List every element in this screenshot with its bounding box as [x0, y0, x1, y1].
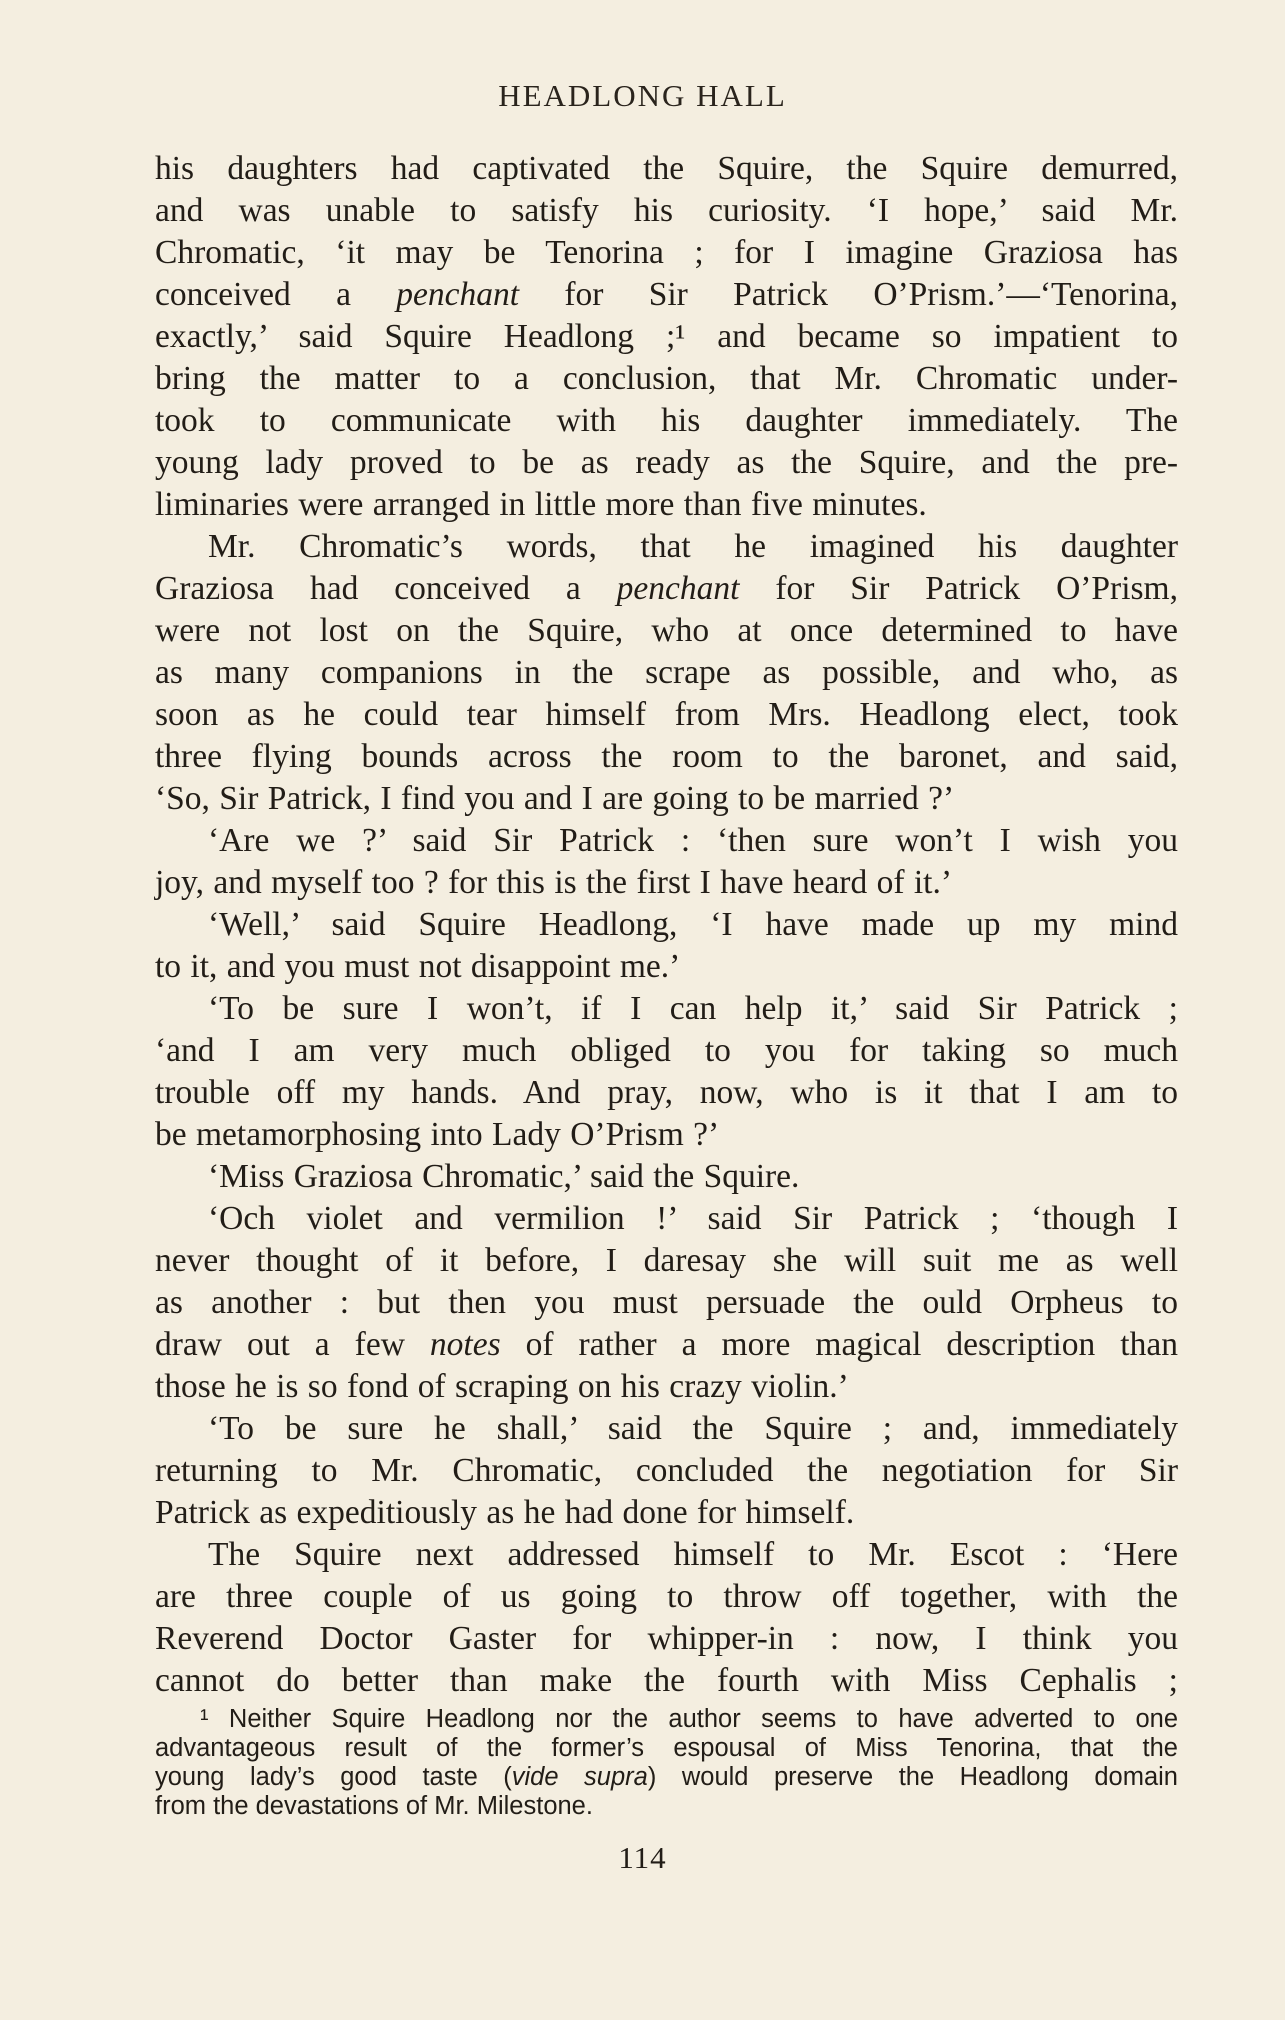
text-line: as many companions in the scrape as possible, and who, as	[155, 654, 1178, 691]
text-line: three flying bounds across the room to the baronet, and said,	[155, 738, 1178, 775]
text-line: Graziosa had conceived a penchant for Sir Patrick O’Prism,	[155, 570, 1178, 607]
footnote-line: from the devastations of Mr. Milestone.	[155, 1792, 593, 1820]
text-line: draw out a few notes of rather a more magical description than	[155, 1326, 1178, 1363]
text-line: joy, and myself too ? for this is the first I have heard of it.’	[155, 864, 953, 901]
running-head: HEADLONG HALL	[498, 78, 787, 113]
body-text	[155, 148, 1178, 1702]
text-line: to it, and you must not disappoint me.’	[155, 948, 681, 985]
text-line: ‘Och violet and vermilion !’ said Sir Patrick ; ‘though I	[208, 1200, 1178, 1237]
text-line: are three couple of us going to throw off together, with the	[155, 1578, 1178, 1615]
page-number: 114	[618, 1840, 667, 1875]
text-line: ‘and I am very much obliged to you for taking so much	[155, 1032, 1178, 1069]
text-line: Chromatic, ‘it may be Tenorina ; for I imagine Graziosa has	[155, 234, 1178, 271]
text-line: never thought of it before, I daresay she will suit me as well	[155, 1242, 1178, 1279]
text-line: cannot do better than make the fourth with Miss Cephalis ;	[155, 1662, 1178, 1699]
text-line: The Squire next addressed himself to Mr. Escot : ‘Here	[208, 1536, 1178, 1573]
text-line: exactly,’ said Squire Headlong ;¹ and became so impatient to	[155, 318, 1178, 355]
text-line: trouble off my hands. And pray, now, who is it that I am to	[155, 1074, 1178, 1111]
text-line: were not lost on the Squire, who at once determined to have	[155, 612, 1178, 649]
text-line: Reverend Doctor Gaster for whipper-in : now, I think you	[155, 1620, 1178, 1657]
text-line: returning to Mr. Chromatic, concluded the negotiation for Sir	[155, 1452, 1178, 1489]
text-line: Mr. Chromatic’s words, that he imagined his daughter	[208, 528, 1178, 565]
text-line: soon as he could tear himself from Mrs. Headlong elect, took	[155, 696, 1178, 733]
footnote-line: ¹ Neither Squire Headlong nor the author seems to have adverted to one	[200, 1705, 1178, 1733]
text-line: and was unable to satisfy his curiosity. ‘I hope,’ said Mr.	[155, 192, 1178, 229]
text-line: his daughters had captivated the Squire, the Squire demurred,	[155, 150, 1178, 187]
text-line: ‘Miss Graziosa Chromatic,’ said the Squire.	[208, 1158, 800, 1195]
footnote-line: advantageous result of the former’s espousal of Miss Tenorina, that the	[155, 1734, 1178, 1762]
text-line: bring the matter to a conclusion, that Mr. Chromatic under-	[155, 360, 1178, 397]
text-line: ‘To be sure he shall,’ said the Squire ; and, immediately	[208, 1410, 1178, 1447]
text-line: liminaries were arranged in little more than five minutes.	[155, 486, 927, 523]
footnotes	[155, 1705, 1178, 1821]
text-line: young lady proved to be as ready as the Squire, and the pre-	[155, 444, 1178, 481]
text-line: Patrick as expeditiously as he had done for himself.	[155, 1494, 855, 1531]
text-line: took to communicate with his daughter immediately. The	[155, 402, 1178, 439]
text-line: those he is so fond of scraping on his crazy violin.’	[155, 1368, 849, 1405]
text-line: ‘Well,’ said Squire Headlong, ‘I have made up my mind	[208, 906, 1178, 943]
text-line: ‘Are we ?’ said Sir Patrick : ‘then sure won’t I wish you	[208, 822, 1178, 859]
text-line: as another : but then you must persuade the ould Orpheus to	[155, 1284, 1178, 1321]
footnote-line: young lady’s good taste (vide supra) would preserve the Headlong domain	[155, 1763, 1178, 1791]
text-line: ‘To be sure I won’t, if I can help it,’ said Sir Patrick ;	[208, 990, 1178, 1027]
text-line: conceived a penchant for Sir Patrick O’Prism.’—‘Tenorina,	[155, 276, 1178, 313]
text-line: be metamorphosing into Lady O’Prism ?’	[155, 1116, 720, 1153]
text-line: ‘So, Sir Patrick, I find you and I are going to be married ?’	[155, 780, 955, 817]
